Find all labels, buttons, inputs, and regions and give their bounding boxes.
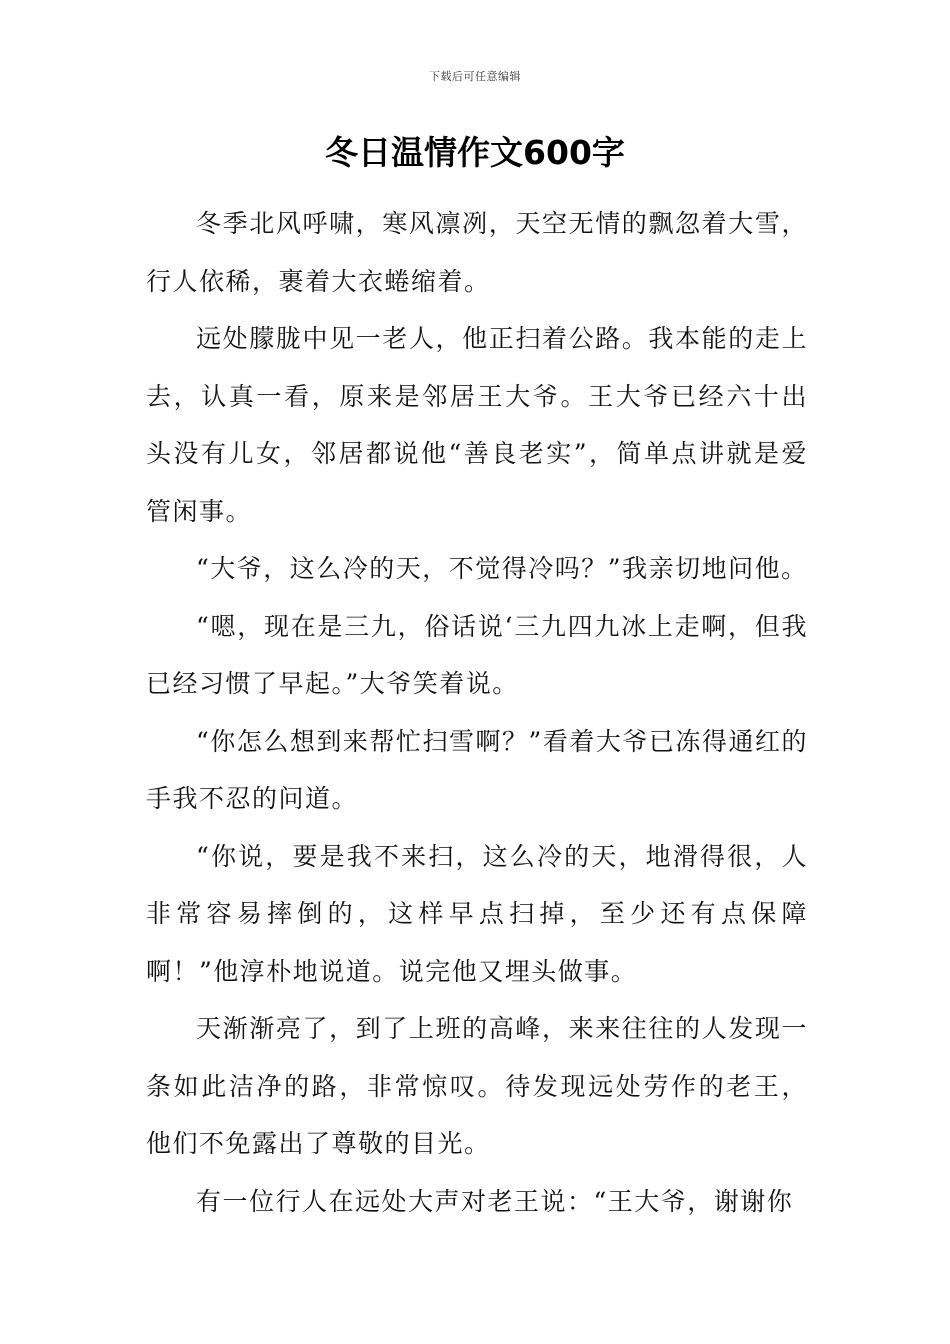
paragraph: 有一位行人在远处大声对老王说：“王大爷，谢谢你 bbox=[196, 1186, 794, 1216]
paragraph: 远处朦胧中见一老人，他正扫着公路。我本能的走上去，认真一看，原来是邻居王大爷。王大爷已经六十出头没有儿女，邻居都说他“善良老实”，简单点讲就是爱管闲事。 bbox=[146, 324, 808, 526]
paragraph: “你怎么想到来帮忙扫雪啊？”看着大爷已冻得通红的手我不忍的问道。 bbox=[146, 726, 808, 813]
page-title: 冬日温情作文600字 bbox=[325, 133, 625, 172]
paragraph: 天渐渐亮了，到了上班的高峰，来来往往的人发现一条如此洁净的路，非常惊叹。待发现远处劳作的老王，他们不免露出了尊敬的目光。 bbox=[146, 1014, 808, 1158]
paragraph: 冬季北风呼啸，寒风凛冽，天空无情的飘忽着大雪，行人依稀，裹着大衣蜷缩着。 bbox=[146, 209, 808, 296]
paragraph: “你说，要是我不来扫，这么冷的天，地滑得很，人非常容易摔倒的，这样早点扫掉，至少还有点保障啊！”他淳朴地说道。说完他又埋头做事。 bbox=[146, 841, 808, 986]
paragraph: “嗯，现在是三九，俗话说‘三九四九冰上走啊，但我已经习惯了早起。”大爷笑着说。 bbox=[146, 611, 808, 698]
article-body bbox=[146, 195, 808, 1230]
paragraph: “大爷，这么冷的天，不觉得冷吗？”我亲切地问他。 bbox=[196, 554, 808, 583]
header-note: 下载后可任意编辑 bbox=[429, 70, 521, 83]
